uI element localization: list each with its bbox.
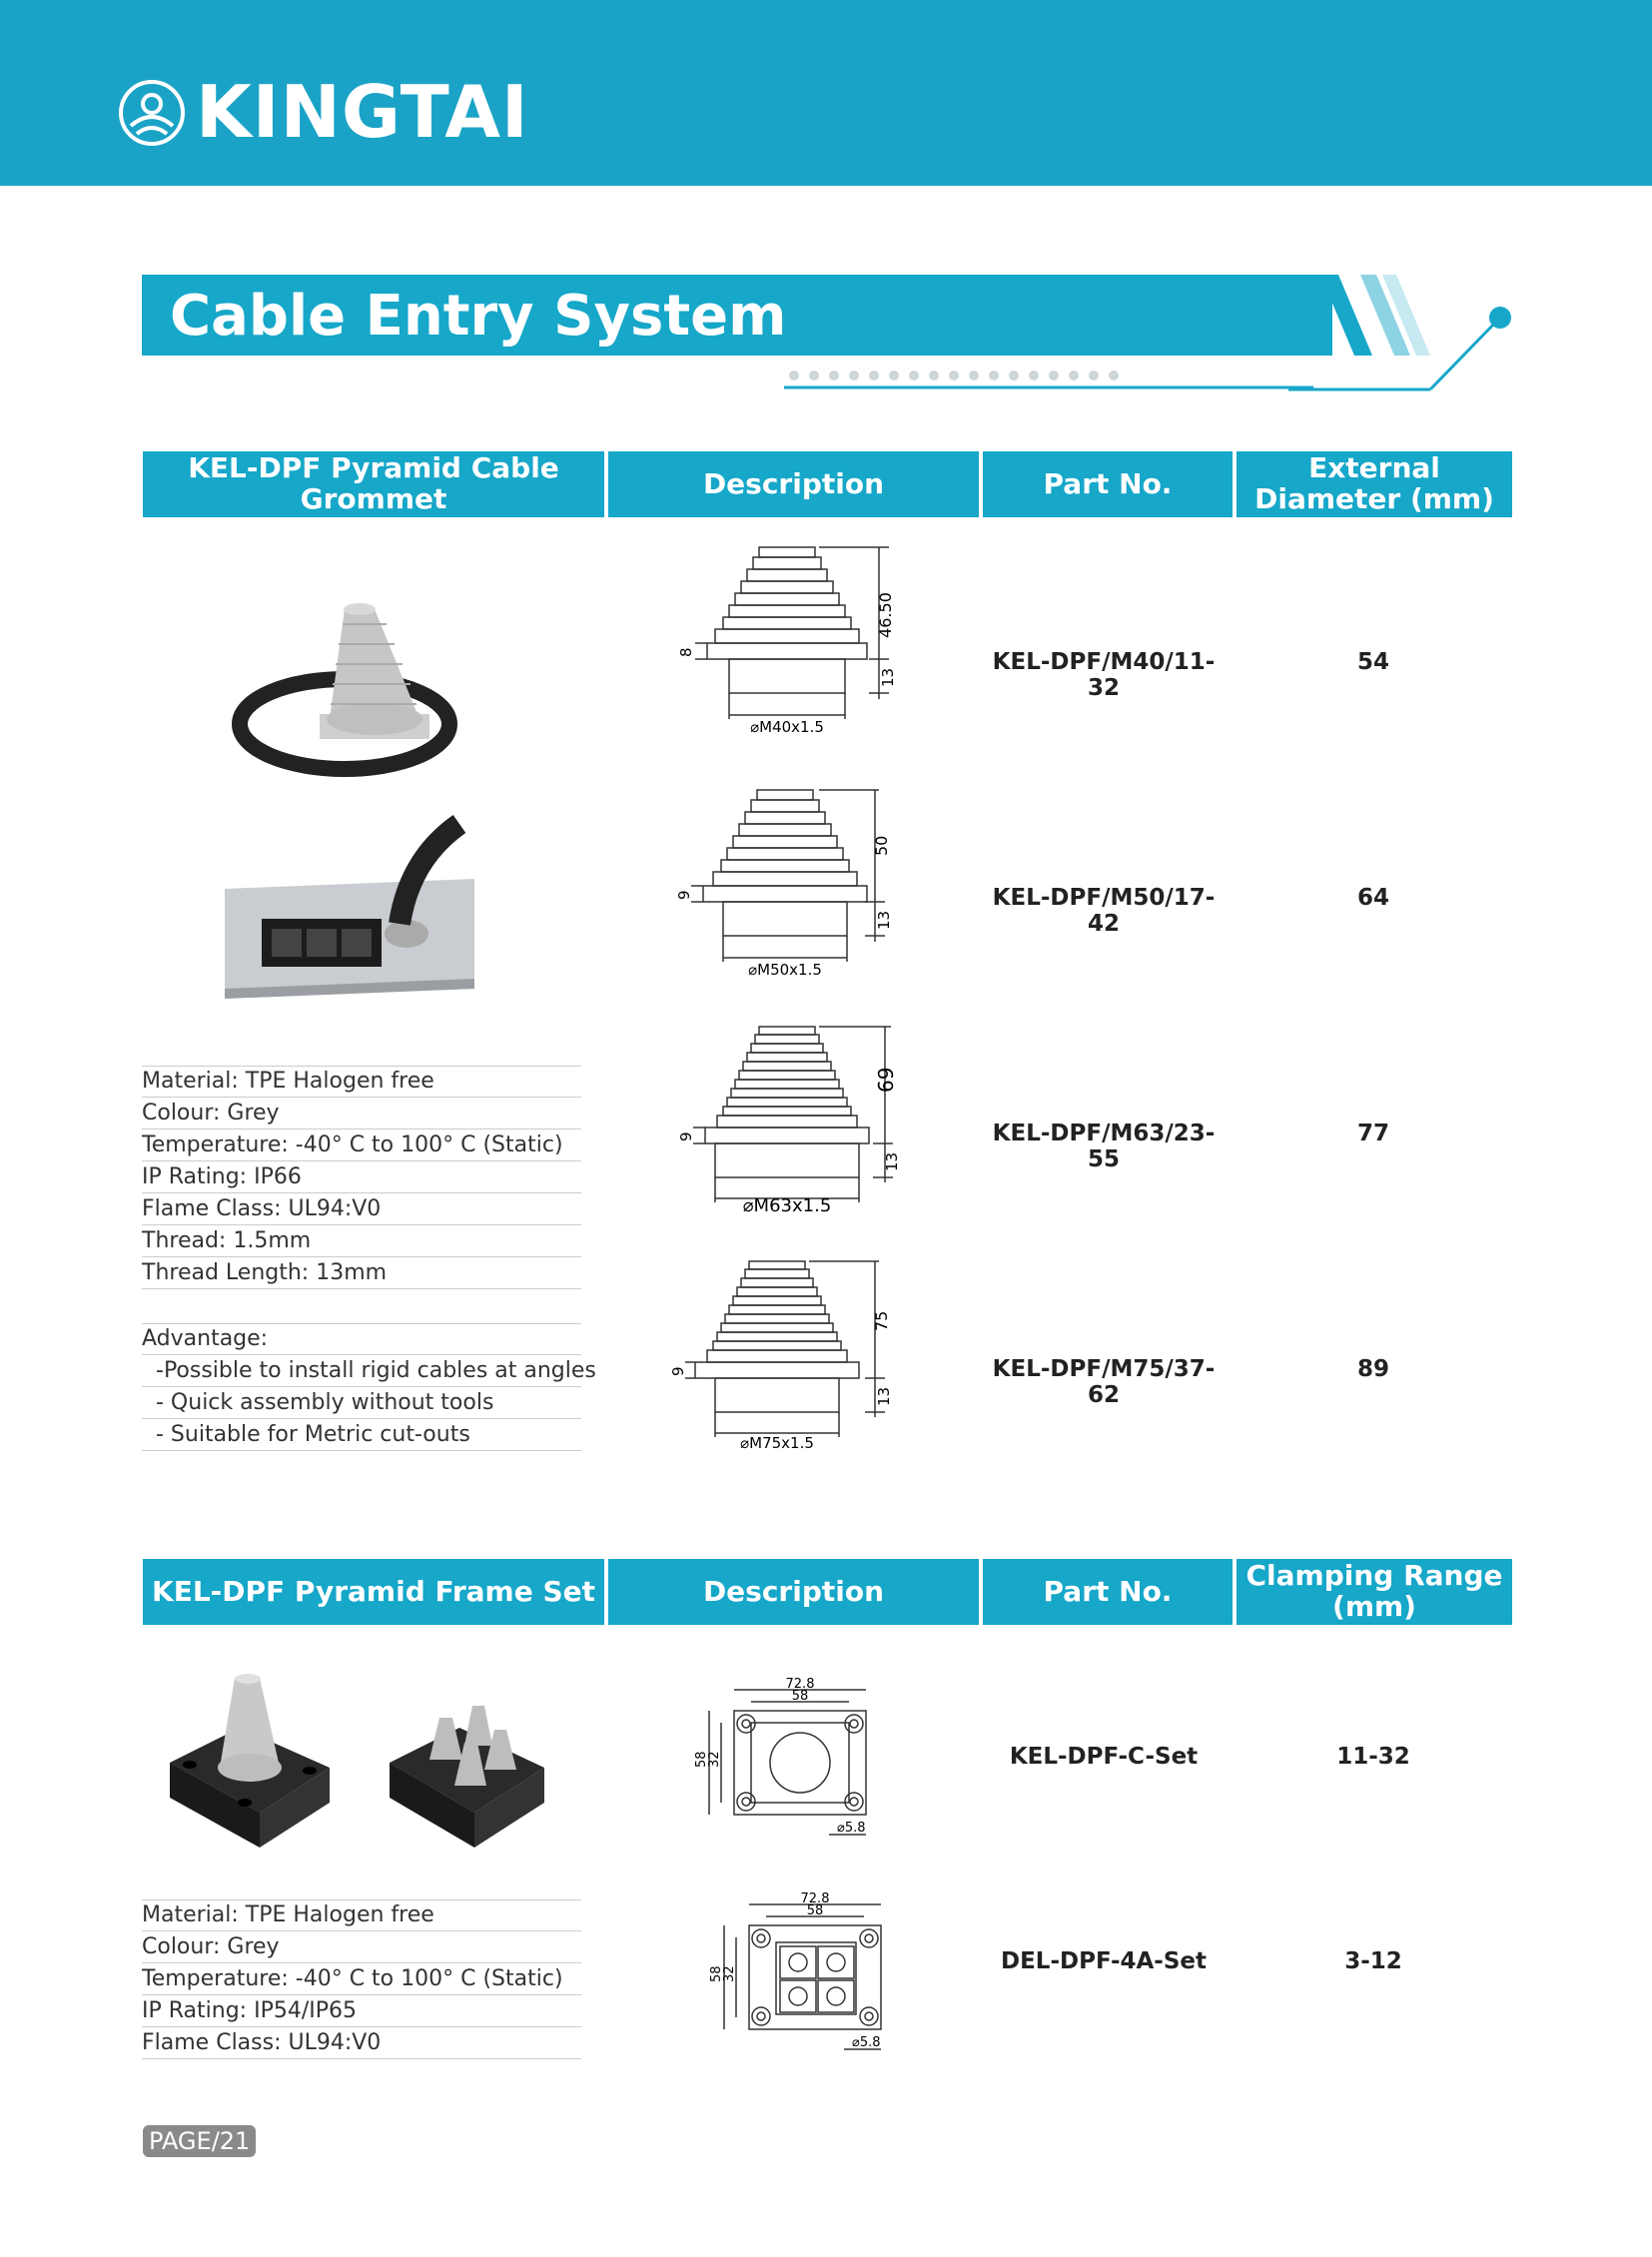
dim-width-inner: 58 <box>806 1903 824 1918</box>
dim-thread-len: 13 <box>883 1151 901 1171</box>
t1-advantage-3: - Suitable for Metric cut-outs <box>142 1419 581 1451</box>
dim-thread: ⌀M50x1.5 <box>748 961 822 979</box>
t1-spec-thread: Thread: 1.5mm <box>142 1225 581 1257</box>
dim-thread: ⌀M40x1.5 <box>750 718 824 736</box>
t2-spec-temperature: Temperature: -40° C to 100° C (Static) <box>142 1963 581 1995</box>
dim-height-inner: 32 <box>722 1965 737 1982</box>
t2-spec-flame: Flame Class: UL94:V0 <box>142 2027 581 2059</box>
dim-height: 75 <box>872 1310 891 1331</box>
kingtai-logo-icon <box>117 78 187 148</box>
drawing-c-set <box>689 1678 889 1853</box>
dim-hole: ⌀5.8 <box>852 2035 881 2050</box>
dim-flange: 9 <box>677 1131 695 1141</box>
t1-advantage-1: -Possible to install rigid cables at angles <box>142 1355 581 1387</box>
dim-flange: 9 <box>669 1366 687 1376</box>
page-number: PAGE/21 <box>143 2125 256 2157</box>
t2-header-part-no: Part No. <box>983 1559 1233 1625</box>
t1-ext-dia-1: 54 <box>1356 649 1389 675</box>
dim-height-outer: 58 <box>709 1965 724 1982</box>
frame-set-quad-photo <box>385 1688 549 1858</box>
t2-header-product: KEL-DPF Pyramid Frame Set <box>143 1559 604 1625</box>
frame-set-single-photo <box>160 1673 345 1858</box>
dim-thread-len: 13 <box>879 667 897 687</box>
t1-part-no-2: KEL-DPF/M50/17-42 <box>992 885 1216 937</box>
t1-ext-dia-4: 89 <box>1356 1356 1389 1382</box>
t1-part-no-4: KEL-DPF/M75/37-62 <box>992 1356 1216 1408</box>
t2-spec-ip-rating: IP Rating: IP54/IP65 <box>142 1995 581 2027</box>
dim-flange: 9 <box>675 890 693 900</box>
dim-thread: ⌀M63x1.5 <box>742 1195 832 1216</box>
t1-ext-dia-2: 64 <box>1356 885 1389 911</box>
t1-spec-colour: Colour: Grey <box>142 1098 581 1129</box>
t1-spec-ip-rating: IP Rating: IP66 <box>142 1161 581 1193</box>
dim-height: 50 <box>872 835 891 856</box>
dim-width-outer: 72.8 <box>785 1677 815 1692</box>
t1-advantage-title: Advantage: <box>142 1323 581 1355</box>
dim-height-inner: 32 <box>707 1751 722 1768</box>
t2-header-clamping-range: Clamping Range (mm) <box>1237 1559 1512 1625</box>
t1-spec-thread-length: Thread Length: 13mm <box>142 1257 581 1289</box>
title-underline-dots <box>784 362 1243 391</box>
dim-thread-len: 13 <box>875 1386 893 1406</box>
t1-part-no-1: KEL-DPF/M40/11-32 <box>992 649 1216 701</box>
dim-height: 69 <box>874 1067 898 1093</box>
drawing-m50 <box>675 784 909 984</box>
t1-advantage-2: - Quick assembly without tools <box>142 1387 581 1419</box>
title-decoration-icon <box>1298 270 1528 399</box>
t1-spec-material: Material: TPE Halogen free <box>142 1066 581 1098</box>
section-title: Cable Entry System <box>170 284 787 349</box>
dim-height-outer: 58 <box>694 1751 709 1768</box>
t2-range-2: 3-12 <box>1344 1948 1402 1974</box>
drawing-m75 <box>669 1253 909 1453</box>
grommet-product-photo <box>225 589 484 789</box>
dim-height: 46.50 <box>876 592 895 638</box>
t2-part-no-2: DEL-DPF-4A-Set <box>1000 1948 1207 1974</box>
brand-name: KINGTAI <box>196 70 529 154</box>
dim-width-outer: 72.8 <box>800 1891 830 1906</box>
t1-header-description: Description <box>608 451 979 517</box>
dim-thread: ⌀M75x1.5 <box>740 1434 814 1452</box>
dim-hole: ⌀5.8 <box>837 1821 866 1836</box>
t2-header-description: Description <box>608 1559 979 1625</box>
dim-flange: 8 <box>677 647 695 657</box>
t1-ext-dia-3: 77 <box>1356 1121 1389 1146</box>
t1-header-part-no: Part No. <box>983 451 1233 517</box>
drawing-4a-set <box>704 1892 904 2067</box>
dim-thread-len: 13 <box>875 910 893 930</box>
drawing-m40 <box>679 539 909 739</box>
t2-spec-colour: Colour: Grey <box>142 1931 581 1963</box>
t1-part-no-3: KEL-DPF/M63/23-55 <box>992 1121 1216 1172</box>
t1-spec-flame: Flame Class: UL94:V0 <box>142 1193 581 1225</box>
dim-width-inner: 58 <box>791 1689 809 1704</box>
t2-range-1: 11-32 <box>1336 1744 1410 1770</box>
t2-part-no-1: KEL-DPF-C-Set <box>1009 1744 1199 1770</box>
t1-spec-temperature: Temperature: -40° C to 100° C (Static) <box>142 1129 581 1161</box>
drawing-m63 <box>679 1019 909 1218</box>
panel-install-photo <box>225 819 484 999</box>
t1-header-product: KEL-DPF Pyramid Cable Grommet <box>143 451 604 517</box>
t2-spec-material: Material: TPE Halogen free <box>142 1899 581 1931</box>
t1-header-ext-diameter: External Diameter (mm) <box>1237 451 1512 517</box>
